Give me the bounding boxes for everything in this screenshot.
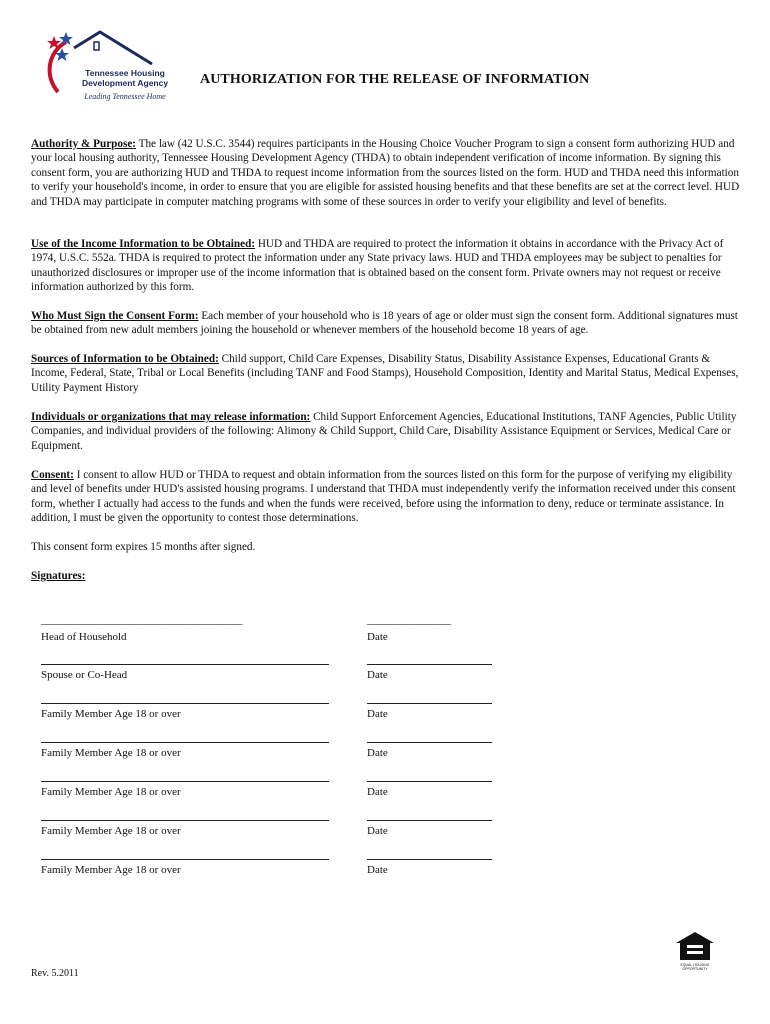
equal-housing-text: EQUAL HOUSING OPPORTUNITY	[680, 963, 710, 971]
signature-label: Family Member Age 18 or over	[41, 825, 181, 837]
logo-name-line1: Tennessee Housing	[85, 68, 165, 78]
who-lead: Who Must Sign the Consent Form:	[31, 310, 199, 322]
who-text: Each member of your household who is 18 years of age or older must sign the consent form. Additional signatures must be obtained from new adult members joining the household or whenever members of the household become 18 years of age.	[31, 310, 738, 337]
signature-label: Family Member Age 18 or over	[41, 747, 181, 759]
signature-label: Family Member Age 18 or over	[41, 708, 181, 720]
signature-label: Spouse or Co-Head	[41, 669, 128, 681]
signature-line[interactable]	[41, 859, 329, 860]
date-line[interactable]	[367, 781, 492, 782]
sources-text: Child support, Child Care Expenses, Disability Status, Disability Assistance Expenses, Educational Grants & Income, Federal, State, Tribal or Local Benefits (including TANF and Food Stamps), Household Composition, Identity and Marital Status, Medical Expenses, Utility Payment History	[31, 353, 739, 394]
date-line[interactable]	[367, 664, 492, 665]
equal-housing-icon	[674, 930, 716, 964]
signature-row	[41, 742, 501, 766]
signature-line[interactable]	[41, 703, 329, 704]
signature-label: Family Member Age 18 or over	[41, 864, 181, 876]
revision-note: Rev. 5.2011	[31, 968, 79, 979]
signature-row	[41, 781, 501, 805]
signature-row	[41, 664, 501, 688]
signature-line[interactable]	[41, 742, 329, 743]
sources-section	[31, 352, 746, 395]
signature-line[interactable]	[41, 781, 329, 782]
date-label: Date	[367, 631, 388, 643]
individuals-lead: Individuals or organizations that may release information:	[31, 411, 311, 423]
signature-line[interactable]	[41, 820, 329, 821]
page-title: AUTHORIZATION FOR THE RELEASE OF INFORMATION	[200, 72, 590, 87]
signature-row	[41, 703, 501, 727]
date-label: Date	[367, 825, 388, 837]
consent-text: I consent to allow HUD or THDA to request and obtain information from the sources listed on this form for the purpose of verifying my eligibility and level of benefits under HUD's assisted housing programs. I understand that THDA must independently verify the information received under this consent form, whether I actually had access to the funds and when the funds were received, before using the information to deny, reduce or terminate assistance. In addition, I must be given the opportunity to contest those determinations.	[31, 469, 736, 525]
authority-section	[31, 137, 746, 209]
signature-row	[41, 614, 501, 650]
expires-note: This consent form expires 15 months after signed.	[31, 541, 256, 553]
use-section	[31, 237, 746, 295]
sources-lead: Sources of Information to be Obtained:	[31, 353, 219, 365]
signature-label: Head of Household	[41, 631, 127, 643]
individuals-text: Child Support Enforcement Agencies, Educational Institutions, TANF Agencies, Public Utility Companies, and individual providers of the following: Alimony & Child Support, Child Care, Disability Assistance Equipment or Services, Medical Care or Equipment.	[31, 411, 737, 452]
signature-line[interactable]	[41, 664, 329, 665]
date-line[interactable]: _________________	[367, 614, 451, 626]
signature-row	[41, 820, 501, 844]
date-label: Date	[367, 864, 388, 876]
signature-row	[41, 859, 501, 883]
signature-line[interactable]: _________________________________________	[41, 614, 242, 626]
logo-tagline: Leading Tennessee Home	[84, 92, 166, 101]
date-line[interactable]	[367, 742, 492, 743]
use-text: HUD and THDA are required to protect the information it obtains in accordance with the Privacy Act of 1974, U.S.C. 552a. THDA is required to protect the information under any State privacy laws. HUD and THDA employees may be subject to penalties for unauthorized disclosures or improper use of the income information that is obtained based on the consent form. Private owners may not request or receive information authorized by this form.	[31, 238, 724, 294]
signature-label: Family Member Age 18 or over	[41, 786, 181, 798]
signatures-heading: Signatures:	[31, 570, 86, 582]
consent-lead: Consent:	[31, 469, 74, 481]
thda-logo	[40, 26, 180, 106]
logo-name-line2: Development Agency	[81, 78, 169, 88]
date-label: Date	[367, 786, 388, 798]
equal-housing-logo	[674, 930, 716, 970]
date-line[interactable]	[367, 820, 492, 821]
consent-section	[31, 468, 746, 526]
date-label: Date	[367, 708, 388, 720]
date-line[interactable]	[367, 859, 492, 860]
date-line[interactable]	[367, 703, 492, 704]
date-label: Date	[367, 747, 388, 759]
individuals-section	[31, 410, 746, 453]
authority-text: The law (42 U.S.C. 3544) requires participants in the Housing Choice Voucher Program to sign a consent form authorizing HUD and your local housing authority, Tennessee Housing Development Agency (THDA) to obtain independent verification of income information. By signing this consent form, you are authorizing HUD and THDA to request income information from the sources listed on the form. HUD and THDA need this information to verify your household's income, in order to ensure that you are eligible for assisted housing benefits and that these benefits are set at the correct level. HUD and THDA may participate in computer matching programs with some of these sources in order to verify your eligibility and level of benefits.	[31, 138, 740, 208]
who-section	[31, 309, 746, 338]
logo-name	[70, 68, 180, 88]
use-lead: Use of the Income Information to be Obtained:	[31, 238, 256, 250]
authority-lead: Authority & Purpose:	[31, 138, 137, 150]
date-label: Date	[367, 669, 388, 681]
